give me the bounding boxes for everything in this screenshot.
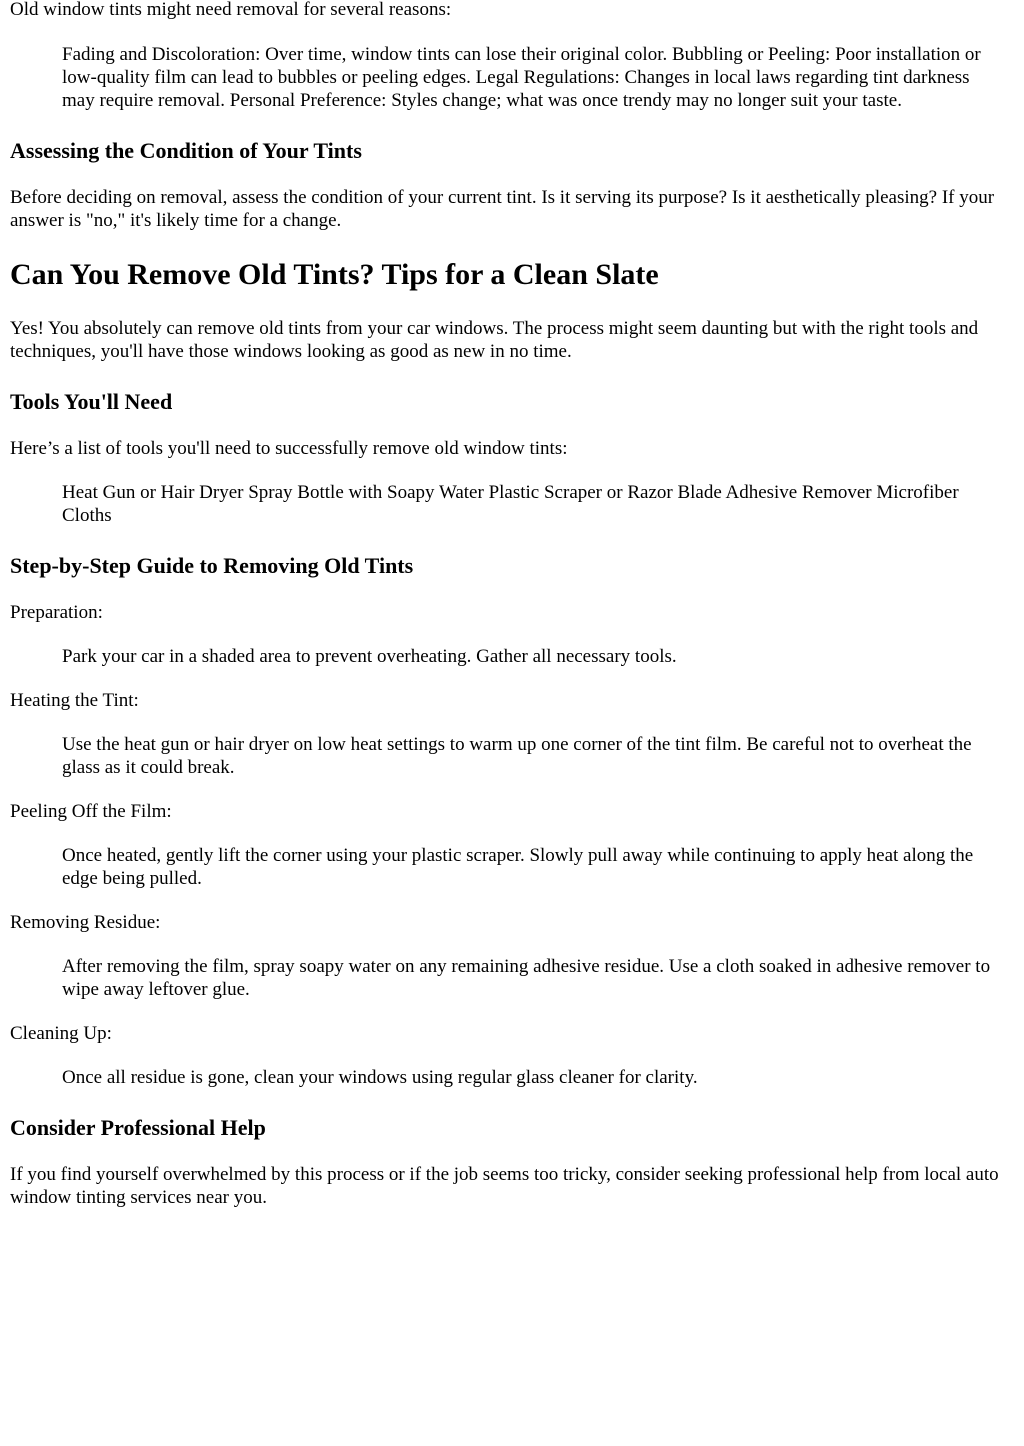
step-title-peeling: Peeling Off the Film: [10,801,172,822]
remove-heading: Can You Remove Old Tints? Tips for a Clean Slate [10,258,659,291]
step-title-preparation: Preparation: [10,602,103,623]
step-text-peeling: Once heated, gently lift the corner using your plastic scraper. Slowly pull away while continuing to apply heat along the edge being pulled. [62,845,974,889]
tools-heading: Tools You'll Need [10,389,173,414]
step-title-heating: Heating the Tint: [10,690,139,711]
step-text-heating: Use the heat gun or hair dryer on low heat settings to warm up one corner of the tint film. Be careful not to overheat the glass as it could break. [62,734,972,778]
step-text-cleaning: Once all residue is gone, clean your windows using regular glass cleaner for clarity. [62,1067,698,1088]
remove-body: Yes! You absolutely can remove old tints from your car windows. The process might seem daunting but with the right tools and techniques, you'll have those windows looking as good as new in no time. [10,318,979,362]
assess-heading: Assessing the Condition of Your Tints [10,138,362,163]
intro-text: Old window tints might need removal for several reasons: [10,0,452,20]
professional-heading: Consider Professional Help [10,1115,266,1140]
reasons-list: Fading and Discoloration: Over time, window tints can lose their original color. Bubbling or Peeling: Poor installation or low-quality film can lead to bubbles or peeling edges. Legal Regulations: Changes in local laws regarding tint darkness may require removal. Personal Preference: Styles change; what was once trendy may no longer suit your taste. [62,44,981,111]
step-text-residue: After removing the film, spray soapy water on any remaining adhesive residue. Use a cloth soaked in adhesive remover to wipe away leftover glue. [62,956,991,1000]
step-title-cleaning: Cleaning Up: [10,1023,112,1044]
tools-intro: Here’s a list of tools you'll need to successfully remove old window tints: [10,438,568,459]
step-text-preparation: Park your car in a shaded area to prevent overheating. Gather all necessary tools. [62,646,677,667]
professional-body: If you find yourself overwhelmed by this process or if the job seems too tricky, consider seeking professional help from local auto window tinting services near you. [10,1164,999,1208]
tools-list: Heat Gun or Hair Dryer Spray Bottle with Soapy Water Plastic Scraper or Razor Blade Adhesive Remover Microfiber Cloths [62,482,959,526]
assess-body: Before deciding on removal, assess the condition of your current tint. Is it serving its purpose? Is it aesthetically pleasing? If your answer is "no," it's likely time for a change. [10,187,995,231]
step-title-residue: Removing Residue: [10,912,161,933]
guide-heading: Step-by-Step Guide to Removing Old Tints [10,553,414,578]
